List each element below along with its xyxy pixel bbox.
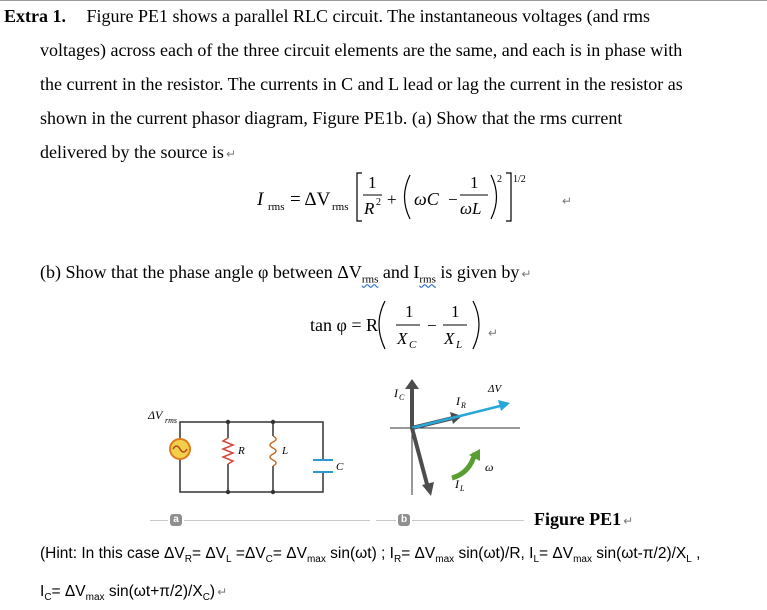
extra-label: Extra 1. (4, 6, 66, 26)
eq1-lhs: I (257, 189, 264, 210)
part-b-mid: and I (378, 262, 420, 282)
eq2-num1: 1 (405, 302, 414, 321)
eq1-sup-inner: 2 (497, 174, 502, 185)
circuit-diagram (140, 400, 360, 520)
equation-tan-phi (0, 293, 767, 355)
eq2-den1-sub: C (409, 339, 417, 351)
return-mark-icon: ↵ (521, 267, 532, 281)
phasor-diagram (370, 375, 550, 505)
eq1-den1-sup: 2 (376, 197, 381, 208)
part-b-end: is given by (435, 262, 520, 282)
return-mark-icon: ↵ (623, 514, 634, 528)
source-label: ΔV (148, 408, 163, 422)
circuit-bottom-wire (180, 458, 323, 492)
paragraph-line-5 (40, 142, 236, 163)
circuit-top-wire (180, 422, 323, 460)
left-paren (405, 175, 411, 219)
ir-label-sub: R (461, 401, 466, 410)
hint-line-1: (Hint: In this case $\Delta V_R= \Delta V_L =\Delta V_C= \Delta V_{max}$ sin(ωt) ; $I_R= \Delta V_{max}$ sin(ωt)/R, $I_L= \Delta V_{max}$ $\sin(\omega t-\pi/2)/X_L$ , (40, 545, 701, 566)
part-b-sub-2: rms (419, 273, 436, 286)
phasor-delta-v (412, 406, 500, 428)
paragraph-text-1: Figure PE1 shows a parallel RLC circuit. The instantaneous voltages (and rms (86, 6, 651, 26)
omega-label: ω (485, 460, 494, 474)
ic-label: I (394, 386, 398, 400)
eq1-sup-outer: 1/2 (513, 174, 526, 185)
hint-line-2: $I_C= \Delta V_{max}$ $\sin(\omega t+\pi/2)/X_C$) ↵ (40, 583, 228, 604)
eq2-minus: − (427, 316, 437, 335)
ir-label: I (456, 394, 460, 408)
eq1-minus: − (448, 190, 458, 209)
eq1-plus: + (387, 190, 397, 209)
phasor-il (412, 428, 428, 488)
return-mark-icon: ↵ (488, 326, 499, 340)
inductor-label: L (282, 445, 289, 457)
right-bracket (506, 173, 511, 221)
rotation-arrow-icon (452, 453, 475, 478)
part-b-sub-1: rms (361, 273, 379, 286)
equation-irms (0, 165, 767, 225)
resistor-label: R (238, 445, 245, 457)
paragraph-line-1 (4, 6, 650, 27)
eq1-den1: R (364, 199, 375, 218)
eq2-num2: 1 (451, 302, 460, 321)
top-rule (0, 0, 767, 1)
eq2-left-paren (379, 301, 385, 349)
paragraph-line-2: voltages) across each of the three circuit elements are the same, and each is in phase with (40, 40, 683, 60)
figure-title-text: Figure PE1 (534, 509, 622, 529)
paragraph-line-4: shown in the current phasor diagram, Figure PE1b. (a) Show that the rms current (40, 108, 623, 128)
return-mark-icon: ↵ (217, 585, 228, 599)
eq2-den1: X (397, 329, 408, 348)
eq1-eq-sub: rms (332, 201, 349, 213)
eq1-den2: ωL (460, 199, 482, 218)
eq2-right-paren (473, 301, 479, 349)
eq1-lhs-sub: rms (268, 201, 285, 213)
left-bracket (357, 173, 362, 221)
subfigure-tag-a: a (170, 514, 182, 526)
part-b-text: (b) Show that the phase angle φ between ΔV (40, 262, 362, 282)
separator-a-right (184, 520, 370, 521)
eq2-den2-sub: L (456, 339, 463, 351)
ic-label-sub: C (399, 393, 405, 402)
part-b-line (40, 262, 531, 286)
separator-b-right (412, 520, 524, 521)
subfigure-tag-b: b (398, 514, 410, 526)
return-mark-icon: ↵ (562, 194, 573, 208)
eq2-den2: X (444, 329, 455, 348)
eq2-lhs: tan φ = R (310, 315, 379, 335)
il-label: I (455, 477, 459, 491)
source-label-sub: rms (165, 416, 178, 425)
eq1-num1: 1 (368, 173, 377, 192)
return-mark-icon: ↵ (225, 147, 236, 161)
right-paren (491, 175, 497, 219)
il-label-sub: L (460, 484, 465, 493)
paragraph-line-3: the current in the resistor. The currents in C and L lead or lag the current in the resistor as (40, 74, 683, 94)
capacitor-label: C (336, 461, 344, 473)
separator-b-left (376, 520, 396, 521)
separator-a-left (150, 520, 168, 521)
figure-title (534, 509, 633, 530)
paragraph-text-5: delivered by the source is (40, 142, 224, 162)
eq1-num2: 1 (470, 173, 479, 192)
eq1-eq: = ΔV (290, 189, 331, 210)
dv-label: ΔV (488, 383, 502, 395)
eq1-omega-c: ωC (414, 189, 439, 209)
